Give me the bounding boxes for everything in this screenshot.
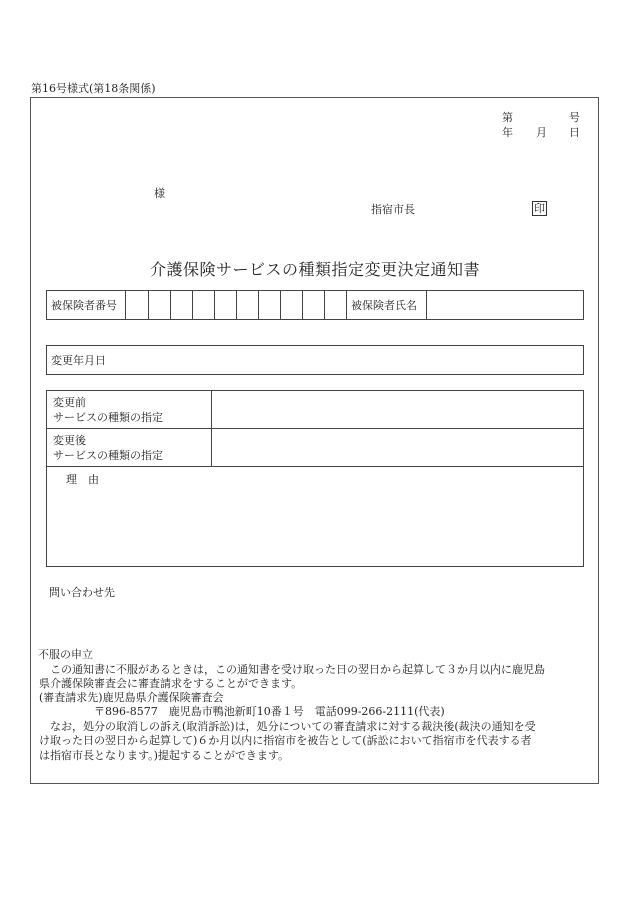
before-label-line1: 変更前 — [53, 396, 86, 409]
insured-number-label: 被保険者番号 — [51, 299, 117, 312]
before-label-line2: サービスの種類の指定 — [53, 411, 163, 424]
after-label-line1: 変更後 — [53, 434, 86, 447]
divider — [46, 428, 584, 429]
appeal-line: け取った日の翌日から起算して)６か月以内に指宿市を被告として(訴訟において指宿市を代表する者 — [39, 734, 532, 747]
appeal-line: なお，処分の取消しの訴え(取消訴訟)は，処分についての審査請求に対する裁決後(裁決の通知を受 — [39, 720, 536, 733]
digit-cell-divider — [236, 290, 237, 320]
after-label-line2: サービスの種類の指定 — [53, 449, 163, 462]
appeal-line: (審査請求先)鹿児島県介護保険審査会 — [39, 691, 224, 704]
insured-name-label: 被保険者氏名 — [351, 299, 417, 312]
seal-mark: 印 — [534, 202, 545, 215]
appeal-line: 〒896-8577 鹿児島市鴨池新町10番１号 電話099-266-2111(代表) — [39, 705, 445, 718]
digit-cell-divider — [280, 290, 281, 320]
issuer-name: 指宿市長 — [371, 203, 415, 216]
digit-cell-divider — [324, 290, 325, 320]
appeal-heading: 不服の申立 — [38, 648, 93, 661]
insured-row — [46, 290, 584, 320]
addressee-suffix: 様 — [154, 187, 165, 200]
reason-label: 理 由 — [66, 473, 99, 486]
date-day-label: 日 — [569, 126, 580, 139]
date-month-label: 月 — [536, 126, 547, 139]
divider — [426, 290, 427, 320]
document-title: 介護保険サービスの種類指定変更決定通知書 — [149, 260, 480, 279]
date-year-label: 年 — [502, 126, 513, 139]
change-date-row — [46, 345, 584, 375]
digit-cell-divider — [302, 290, 303, 320]
divider — [46, 466, 584, 467]
change-date-label: 変更年月日 — [51, 354, 106, 367]
digit-cell-divider — [258, 290, 259, 320]
digit-cell-divider — [192, 290, 193, 320]
divider — [125, 290, 126, 320]
doc-number-suffix: 号 — [569, 111, 580, 124]
digit-cell-divider — [170, 290, 171, 320]
inquiry-label: 問い合わせ先 — [49, 586, 115, 599]
digit-cell-divider — [148, 290, 149, 320]
appeal-line: この通知書に不服があるときは，この通知書を受け取った日の翌日から起算して３か月以内に鹿児島 — [39, 663, 545, 676]
appeal-line: 県介護保険審査会に審査請求をすることができます。 — [39, 677, 303, 690]
appeal-line: は指宿市長となります。)提起することができます。 — [39, 749, 290, 762]
digit-cell-divider — [214, 290, 215, 320]
divider — [346, 290, 347, 320]
form-number: 第16号様式(第18条関係) — [31, 82, 156, 95]
doc-number-prefix: 第 — [502, 111, 513, 124]
